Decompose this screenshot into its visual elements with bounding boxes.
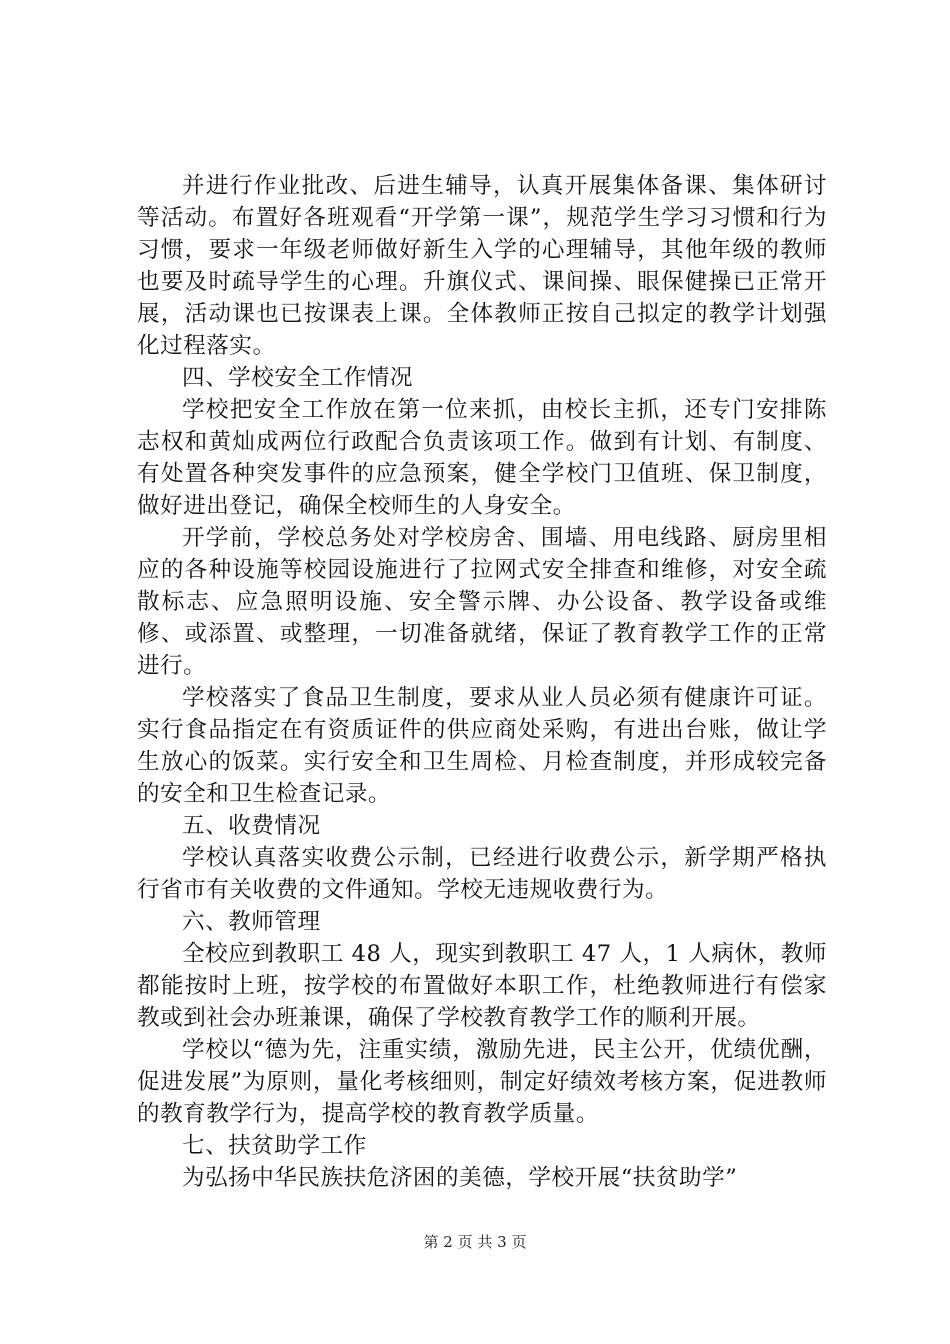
section-heading: 四、学校安全工作情况 <box>182 365 413 391</box>
document-body <box>137 170 827 1194</box>
paragraph: 学校以“德为先，注重实绩，激励先进，民主公开，优绩优酬，促进发展”为原则，量化考核细则，制定好绩效考核方案，促进教师的教育教学行为，提高学校的教育教学质量。 <box>137 1037 827 1127</box>
paragraph: 学校把安全工作放在第一位来抓，由校长主抓，还专门安排陈志权和黄灿成两位行政配合负责该项工作。做到有计划、有制度、有处置各种突发事件的应急预案，健全学校门卫值班、保卫制度，做好进出登记，确保全校师生的人身安全。 <box>137 397 827 519</box>
paragraph: 全校应到教职工 48 人，现实到教职工 47 人，1 人病休，教师都能按时上班，按学校的布置做好本职工作，杜绝教师进行有偿家教或到社会办班兼课，确保了学校教育教学工作的顺利开展。 <box>137 941 827 1031</box>
paragraph: 学校落实了食品卫生制度，要求从业人员必须有健康许可证。实行食品指定在有资质证件的供应商处采购，有进出台账，做让学生放心的饭菜。实行安全和卫生周检、月检查制度，并形成较完备的安全和卫生检查记录。 <box>137 685 827 807</box>
paragraph: 并进行作业批改、后进生辅导，认真开展集体备课、集体研讨等活动。布置好各班观看“开学第一课”，规范学生学习习惯和行为习惯，要求一年级老师做好新生入学的心理辅导，其他年级的教师也要及时疏导学生的心理。升旗仪式、课间操、眼保健操已正常开展，活动课也已按课表上课。全体教师正按自己拟定的教学计划强化过程落实。 <box>137 173 827 359</box>
paragraph: 学校认真落实收费公示制，已经进行收费公示，新学期严格执行省市有关收费的文件通知。学校无违规收费行为。 <box>137 845 827 903</box>
section-heading: 六、教师管理 <box>182 909 321 935</box>
paragraph: 为弘扬中华民族扶危济困的美德，学校开展“扶贫助学” <box>182 1165 738 1191</box>
section-heading: 七、扶贫助学工作 <box>182 1133 367 1159</box>
paragraph: 开学前，学校总务处对学校房舍、围墙、用电线路、厨房里相应的各种设施等校园设施进行了拉网式安全排查和维修，对安全疏散标志、应急照明设施、安全警示牌、办公设备、教学设备或维修、或添置、或整理，一切准备就绪，保证了教育教学工作的正常进行。 <box>137 525 827 679</box>
page-number-footer: 第 2 页 共 3 页 <box>423 1233 527 1251</box>
section-heading: 五、收费情况 <box>182 813 321 839</box>
